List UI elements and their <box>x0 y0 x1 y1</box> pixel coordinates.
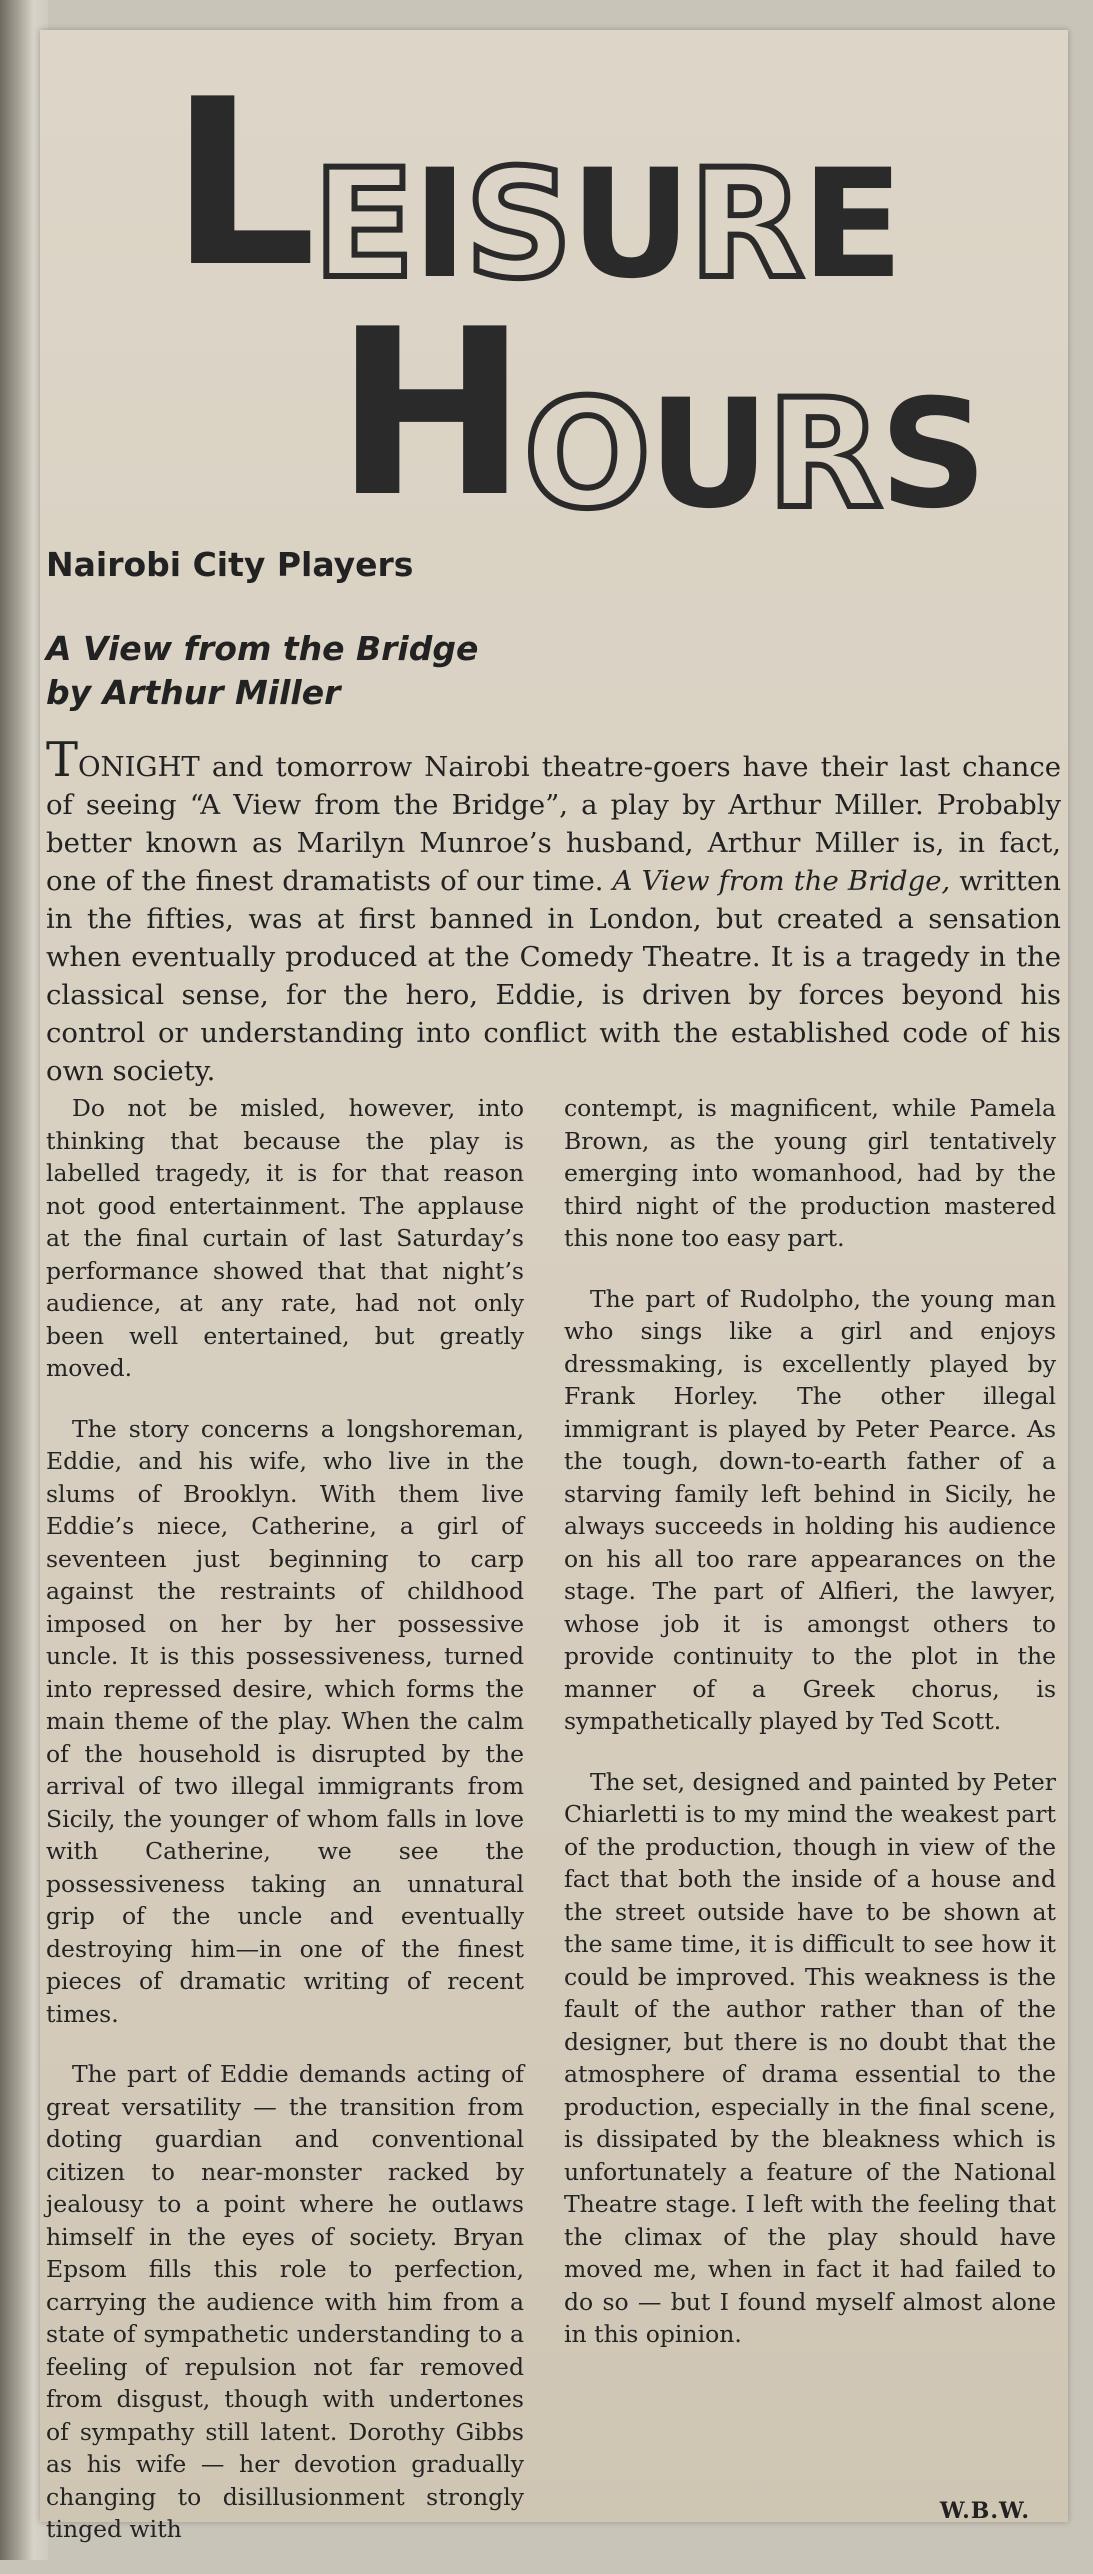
masthead-letter: R <box>766 368 880 542</box>
masthead-line-leisure <box>170 51 930 318</box>
body-paragraph: The part of Eddie demands acting of great versatility — the transition from doting guardian and conventional citizen to near-monster racked by jealousy to a point where he outlaws himself in the eyes of society. Bryan Epsom fills this role to perfection, carrying the audience with him from a state of sympathetic understanding to a feeling of repulsion not far removed from disgust, though with undertones of sympathy still latent. Dorothy Gibbs as his wife — her devotion gradually changing to disillusionment strongly tinged with <box>46 2060 524 2543</box>
right-column <box>564 1092 1056 2379</box>
masthead-letter: I <box>412 138 465 312</box>
author-line: by Arthur Miller <box>46 673 341 712</box>
drop-cap: T <box>46 732 79 788</box>
intro-italic-title: A View from the Bridge, <box>612 865 951 897</box>
play-title-heading <box>46 627 478 715</box>
masthead-letter: E <box>312 138 413 312</box>
organisation-heading: Nairobi City Players <box>46 545 414 584</box>
body-paragraph: The story concerns a longshoreman, Eddie, and his wife, who live in the slums of Brooklyn. With them live Eddie’s niece, Catherine, a girl of seventeen just beginning to carp against the restraints of childhood imposed on her by her possessive uncle. It is this possessiveness, turned into repressed desire, which forms the main theme of the play. When the calm of the household is disrupted by the arrival of two illegal immigrants from Sicily, the younger of whom falls in love with Catherine, we see the possessiveness taking an unnatural grip of the uncle and eventually destroying him—in one of the finest pieces of dramatic writing of recent times. <box>46 1414 524 2028</box>
left-column <box>46 1092 524 2574</box>
body-paragraph: Do not be misled, however, into thinking that because the play is labelled tragedy, it is for that reason not good entertainment. The applause at the final curtain of last Saturday’s performance showed that that night’s audience, at any rate, had not only been well entertained, but greatly moved. <box>46 1094 524 1382</box>
masthead-line-hours <box>335 281 985 548</box>
masthead-letter: R <box>688 138 802 312</box>
masthead-letter: E <box>801 138 901 312</box>
intro-text: ONIGHT and tomorrow Nairobi theatre-goers have their last chance of seeing “A View from the Bridge”, a play by Arthur Miller. Probably better known as Marilyn Munroe’s husband, Arthur Miller is, in fact, one of the finest dramatists of our time. <box>46 751 1061 897</box>
body-paragraph: The set, designed and painted by Peter Chiarletti is to my mind the weakest part of the production, though in view of the fact that both the inside of a house and the street outside have to be shown at the same time, it is difficult to see how it could be improved. This weakness is the fault of the author rather than of the designer, but there is no doubt that the atmosphere of drama essential to the production, especially in the final scene, is dissipated by the bleakness which is unfortunately a feature of the National Theatre stage. I left with the feeling that the climax of the play should have moved me, when in fact it had failed to do so — but I found myself almost alone in this opinion. <box>564 1767 1056 2348</box>
intro-paragraph <box>46 732 1061 1090</box>
masthead-letter: S <box>879 368 985 542</box>
masthead-letter: U <box>648 368 767 542</box>
masthead-letter: L <box>170 51 313 318</box>
masthead-letter: H <box>335 281 524 548</box>
newspaper-clipping <box>40 30 1068 2543</box>
masthead-letter: S <box>464 138 570 312</box>
masthead-leisure-hours <box>170 50 985 550</box>
author-signature: W.B.W. <box>939 2498 1030 2524</box>
masthead-letter: O <box>523 368 649 542</box>
masthead-letter: U <box>569 138 689 312</box>
body-paragraph: contempt, is magnificent, while Pamela Brown, as the young girl tentatively emerging into womanhood, had by the third night of the production mastered this none too easy part. <box>564 1094 1056 1252</box>
body-paragraph: The part of Rudolpho, the young man who sings like a girl and enjoys dressmaking, is excellently played by Frank Horley. The other illegal immigrant is played by Peter Pearce. As the tough, down-to-earth father of a starving family left behind in Sicily, he always succeeds in holding his audience on his all too rare appearances on the stage. The part of Alfieri, the lawyer, whose job it is amongst others to provide continuity to the plot in the manner of a Greek chorus, is sympathetically played by Ted Scott. <box>564 1284 1056 1735</box>
play-title: A View from the Bridge <box>46 629 479 668</box>
intro-text-after: written in the fifties, was at first banned in London, but created a sensation when eventually produced at the Comedy Theatre. It is a tragedy in the classical sense, for the hero, Eddie, is driven by forces beyond his control or understanding into conflict with the established code of his own society. <box>46 865 1061 1087</box>
